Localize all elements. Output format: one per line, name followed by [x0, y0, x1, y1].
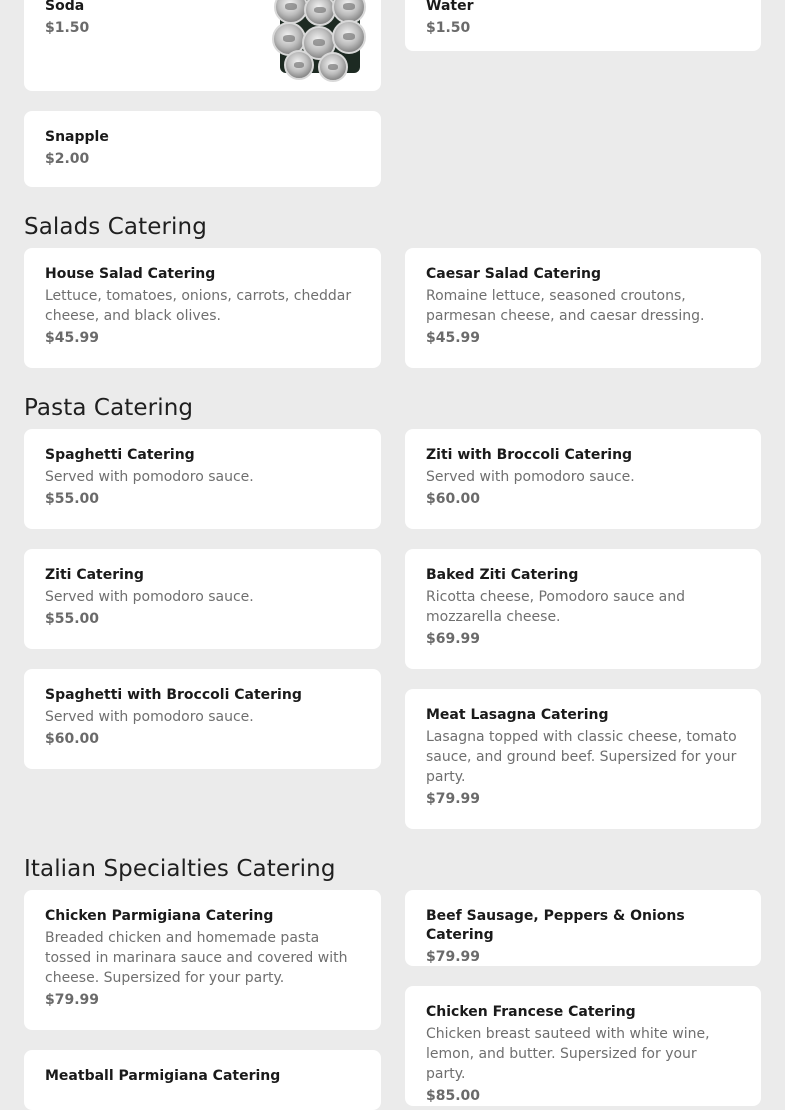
menu-item-ziti-broccoli[interactable] [405, 429, 761, 529]
item-name: Meatball Parmigiana Catering [45, 1068, 281, 1084]
item-name: Ziti with Broccoli Catering [426, 447, 633, 463]
item-price: $1.50 [426, 20, 471, 36]
item-description: Romaine lettuce, seasoned croutons, parmesan cheese, and caesar dressing. [426, 288, 705, 324]
menu-item-spaghetti-broccoli[interactable] [24, 669, 381, 769]
item-name: Spaghetti Catering [45, 447, 195, 463]
item-name: Caesar Salad Catering [426, 266, 602, 282]
item-name: Meat Lasagna Catering [426, 707, 609, 723]
item-description: Served with pomodoro sauce. [426, 469, 635, 485]
menu-item-baked-ziti[interactable] [405, 549, 761, 669]
menu-item-soda[interactable] [24, 0, 381, 91]
item-description: Ricotta cheese, Pomodoro sauce and mozzarella cheese. [426, 589, 685, 625]
item-name: Soda [45, 0, 85, 14]
item-name: Snapple [45, 129, 109, 145]
section-title-pasta: Pasta Catering [24, 395, 194, 421]
item-price: $2.00 [45, 151, 90, 167]
item-price: $79.99 [426, 791, 481, 807]
item-price: $55.00 [45, 611, 100, 627]
item-price: $85.00 [426, 1088, 481, 1104]
item-price: $60.00 [45, 731, 100, 747]
item-description: Chicken breast sauteed with white wine, lemon, and butter. Supersized for your party. [426, 1026, 710, 1082]
menu-item-beef-sausage[interactable] [405, 890, 761, 966]
item-price: $60.00 [426, 491, 481, 507]
item-price: $1.50 [45, 20, 90, 36]
menu-item-ziti[interactable] [24, 549, 381, 649]
menu-item-spaghetti[interactable] [24, 429, 381, 529]
item-description: Lettuce, tomatoes, onions, carrots, cheddar cheese, and black olives. [45, 288, 352, 324]
section-title-italian-specialties: Italian Specialties Catering [24, 856, 336, 882]
menu-item-water[interactable] [405, 0, 761, 51]
item-description: Lasagna topped with classic cheese, tomato sauce, and ground beef. Supersized for your party. [426, 729, 737, 785]
item-name: Chicken Francese Catering [426, 1004, 636, 1020]
item-price: $55.00 [45, 491, 100, 507]
item-price: $45.99 [45, 330, 100, 346]
menu-item-house-salad[interactable] [24, 248, 381, 368]
menu-item-meatball-parmigiana[interactable] [24, 1050, 381, 1110]
item-name: Beef Sausage, Peppers & Onions Catering [426, 908, 685, 943]
soda-cans-photo-icon [280, 0, 360, 73]
item-description: Served with pomodoro sauce. [45, 589, 254, 605]
section-title-salads: Salads Catering [24, 214, 207, 240]
item-price: $79.99 [45, 992, 100, 1008]
item-description: Breaded chicken and homemade pasta tossed in marinara sauce and covered with cheese. Supersized for your party. [45, 930, 348, 986]
item-price: $45.99 [426, 330, 481, 346]
item-name: Baked Ziti Catering [426, 567, 579, 583]
item-name: Chicken Parmigiana Catering [45, 908, 274, 924]
menu-item-chicken-parmigiana[interactable] [24, 890, 381, 1030]
menu-item-chicken-francese[interactable] [405, 986, 761, 1106]
item-description: Served with pomodoro sauce. [45, 469, 254, 485]
item-price: $69.99 [426, 631, 481, 647]
item-name: Water [426, 0, 474, 14]
menu-item-meat-lasagna[interactable] [405, 689, 761, 829]
menu-item-caesar-salad[interactable] [405, 248, 761, 368]
item-name: Ziti Catering [45, 567, 144, 583]
item-name: Spaghetti with Broccoli Catering [45, 687, 302, 703]
menu-item-snapple[interactable] [24, 111, 381, 187]
item-price: $79.99 [426, 949, 481, 965]
item-description: Served with pomodoro sauce. [45, 709, 254, 725]
item-name: House Salad Catering [45, 266, 216, 282]
